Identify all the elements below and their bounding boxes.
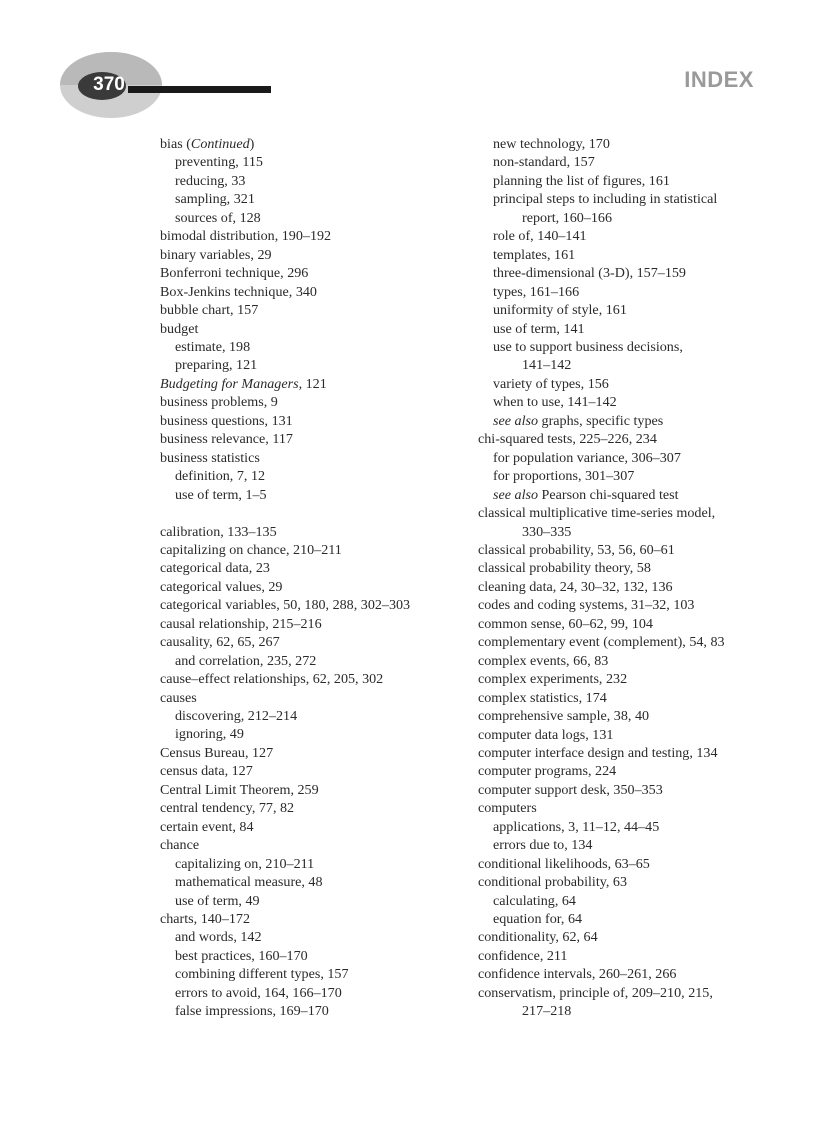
entry-text: categorical variables, 50, 180, 288, 302–303 [160,597,411,614]
entry-text: 141–142 [522,357,572,374]
index-entry [160,799,460,817]
entry-text: types, 161–166 [493,283,580,300]
header-rule [128,86,271,93]
entry-text: report, 160–166 [522,209,613,226]
entry-text: and words, 142 [175,929,262,946]
index-entry [478,726,778,744]
index-subentry [478,486,778,504]
index-subentry [478,135,778,153]
entry-text: bias ( [160,136,191,152]
index-entry [160,449,460,467]
entry-tail-text: , 121 [298,375,327,392]
index-entry [160,523,460,541]
entry-text: for population variance, 306–307 [493,449,681,466]
entry-text: uniformity of style, 161 [493,302,627,319]
index-entry [478,633,778,651]
entry-text: Box-Jenkins technique, 340 [160,283,317,300]
entry-text: discovering, 212–214 [175,708,298,725]
index-subentry [478,283,778,301]
entry-text: categorical data, 23 [160,560,270,577]
index-entry-continuation [478,356,778,374]
entry-text: conditional probability, 63 [478,874,628,891]
entry-text: calibration, 133–135 [160,523,277,540]
index-entry [478,670,778,688]
entry-text: causal relationship, 215–216 [160,615,322,632]
entry-text: Central Limit Theorem, 259 [160,781,319,798]
entry-text: principal steps to including in statistical [493,191,718,208]
entry-text: equation for, 64 [493,911,583,928]
entry-text: estimate, 198 [175,338,251,355]
index-entry [160,412,460,430]
index-subentry [160,652,460,670]
entry-text: capitalizing on, 210–211 [175,855,315,872]
entry-text: confidence intervals, 260–261, 266 [478,966,677,983]
index-subentry [160,725,460,743]
index-entry [478,541,778,559]
entry-text: central tendency, 77, 82 [160,800,295,817]
entry-text: classical multiplicative time-series model, [478,505,716,522]
index-subentry [160,356,460,374]
entry-text: computer programs, 224 [478,763,617,780]
index-entry [160,393,460,411]
entry-text: errors due to, 134 [493,837,593,854]
index-entry [478,799,778,817]
index-subentry [160,338,460,356]
index-subentry [160,190,460,208]
index-entry [160,541,460,559]
index-entry [160,301,460,319]
entry-text: bimodal distribution, 190–192 [160,228,332,245]
entry-text: calculating, 64 [493,892,576,909]
entry-text: preparing, 121 [175,357,258,374]
entry-text: common sense, 60–62, 99, 104 [478,615,653,632]
entry-text: certain event, 84 [160,818,254,835]
index-subentry [478,467,778,485]
index-entry [478,430,778,448]
index-entry [160,670,460,688]
entry-text: causality, 62, 65, 267 [160,634,280,651]
entry-text: use to support business decisions, [493,338,683,355]
entry-text: mathematical measure, 48 [175,874,323,891]
entry-text: new technology, 170 [493,136,610,152]
entry-text: complex statistics, 174 [478,689,607,706]
index-subentry [478,910,778,928]
entry-text: cleaning data, 24, 30–32, 132, 136 [478,578,673,595]
entry-text: use of term, 141 [493,320,585,337]
index-subentry [478,836,778,854]
index-entry-continuation [478,209,778,227]
index-entry [478,781,778,799]
entry-text: false impressions, 169–170 [175,1003,329,1020]
entry-text: best practices, 160–170 [175,947,308,964]
index-subentry [478,190,778,208]
entry-text: complementary event (complement), 54, 83 [478,634,725,651]
index-subentry [160,892,460,910]
entry-text: confidence, 211 [478,947,568,964]
entry-text: computer support desk, 350–353 [478,781,663,798]
index-entry [478,744,778,762]
index-entry [478,984,778,1002]
entry-text: 330–335 [522,523,572,540]
index-subentry [478,227,778,245]
entry-text: chi-squared tests, 225–226, 234 [478,431,657,448]
index-entry [478,559,778,577]
entry-text: chance [160,837,200,854]
entry-text: budget [160,320,199,337]
entry-text: preventing, 115 [175,154,263,171]
index-subentry [160,947,460,965]
entry-text: capitalizing on chance, 210–211 [160,541,342,558]
index-subentry [160,984,460,1002]
index-entry [160,264,460,282]
entry-text: computer interface design and testing, 134 [478,744,718,761]
index-subentry [160,1002,460,1020]
index-subentry [478,246,778,264]
index-subentry [478,412,778,430]
entry-text: codes and coding systems, 31–32, 103 [478,597,695,614]
entry-text: applications, 3, 11–12, 44–45 [493,818,660,835]
index-subentry [160,486,460,504]
entry-text: bubble chart, 157 [160,302,259,319]
entry-text: Census Bureau, 127 [160,744,274,761]
entry-tail-text: graphs, specific types [538,412,664,429]
index-entry [478,689,778,707]
index-entry [478,615,778,633]
index-entry [160,744,460,762]
index-entry [160,578,460,596]
entry-tail-text: Pearson chi-squared test [538,486,679,503]
index-subentry [478,153,778,171]
entry-text: use of term, 1–5 [175,486,267,503]
index-entry [160,910,460,928]
index-column-right [478,135,778,1021]
index-subentry [160,153,460,171]
entry-text: computers [478,800,537,817]
index-entry [160,689,460,707]
index-entry [478,504,778,522]
entry-text: binary variables, 29 [160,246,272,263]
entry-text: when to use, 141–142 [493,394,617,411]
index-entry-continuation [478,1002,778,1020]
index-subentry [478,818,778,836]
index-subentry [160,172,460,190]
entry-text: non-standard, 157 [493,154,595,171]
entry-text: conditional likelihoods, 63–65 [478,855,650,872]
index-entry [160,559,460,577]
index-subentry [478,375,778,393]
running-head: INDEX [684,67,754,92]
entry-text: Bonferroni technique, 296 [160,265,309,282]
entry-text: classical probability theory, 58 [478,560,651,577]
entry-text: categorical values, 29 [160,578,283,595]
entry-text: complex events, 66, 83 [478,652,609,669]
page-number: 370 [93,74,125,95]
index-subentry [160,928,460,946]
entry-text: variety of types, 156 [493,375,609,392]
entry-text: business problems, 9 [160,394,278,411]
entry-text: classical probability, 53, 56, 60–61 [478,541,675,558]
index-subentry [160,467,460,485]
index-entry [160,375,460,393]
index-column-left [160,135,460,1021]
index-entry [478,947,778,965]
entry-tail-text: ) [249,136,255,152]
index-subentry [160,209,460,227]
index-entry [478,762,778,780]
index-entry [160,246,460,264]
index-entry [478,652,778,670]
index-subentry [478,320,778,338]
entry-text: and correlation, 235, 272 [175,652,317,669]
index-subentry [478,264,778,282]
index-entry [160,762,460,780]
section-gap [160,504,460,522]
index-entry [160,227,460,245]
index-entry [160,135,460,153]
index-entry [478,928,778,946]
index-entry [478,596,778,614]
index-subentry [478,301,778,319]
index-subentry [160,855,460,873]
index-entry [160,596,460,614]
entry-text: computer data logs, 131 [478,726,614,743]
index-subentry [478,338,778,356]
entry-text: causes [160,689,197,706]
index-subentry [160,707,460,725]
index-entry [478,707,778,725]
entry-text: business relevance, 117 [160,431,293,448]
index-subentry [478,172,778,190]
index-subentry [478,449,778,467]
entry-text: sources of, 128 [175,209,261,226]
entry-italic-text: Budgeting for Managers [160,375,299,392]
entry-italic-text: see also [493,412,539,429]
entry-text: sampling, 321 [175,191,255,208]
index-entry [160,781,460,799]
entry-text: reducing, 33 [175,172,246,189]
index-entry [160,818,460,836]
entry-text: census data, 127 [160,763,253,780]
entry-text: use of term, 49 [175,892,260,909]
entry-text: business questions, 131 [160,412,293,429]
entry-italic-text: Continued [190,136,250,152]
index-subentry [478,892,778,910]
entry-italic-text: see also [493,486,539,503]
index-subentry [478,393,778,411]
entry-text: for proportions, 301–307 [493,468,635,485]
entry-text: comprehensive sample, 38, 40 [478,708,650,725]
index-entry [160,615,460,633]
entry-text: planning the list of figures, 161 [493,172,670,189]
entry-text: 217–218 [522,1003,572,1020]
entry-text: errors to avoid, 164, 166–170 [175,984,342,1001]
entry-text: business statistics [160,449,260,466]
index-entry [478,578,778,596]
index-entry [160,430,460,448]
entry-text: conditionality, 62, 64 [478,929,598,946]
index-entry [478,965,778,983]
entry-text: three-dimensional (3-D), 157–159 [493,265,686,282]
entry-text: templates, 161 [493,246,576,263]
index-entry [478,855,778,873]
entry-text: conservatism, principle of, 209–210, 215, [478,984,713,1001]
index-entry-continuation [478,523,778,541]
index-entry [160,320,460,338]
index-entry [160,633,460,651]
entry-text: role of, 140–141 [493,228,587,245]
index-subentry [160,873,460,891]
index-subentry [160,965,460,983]
entry-text: cause–effect relationships, 62, 205, 302 [160,671,384,688]
index-entry [160,836,460,854]
entry-text: combining different types, 157 [175,966,349,983]
index-entry [478,873,778,891]
entry-text: charts, 140–172 [160,911,251,928]
entry-text: complex experiments, 232 [478,671,628,688]
entry-text: ignoring, 49 [175,726,244,743]
entry-text: definition, 7, 12 [175,468,266,485]
index-entry [160,283,460,301]
